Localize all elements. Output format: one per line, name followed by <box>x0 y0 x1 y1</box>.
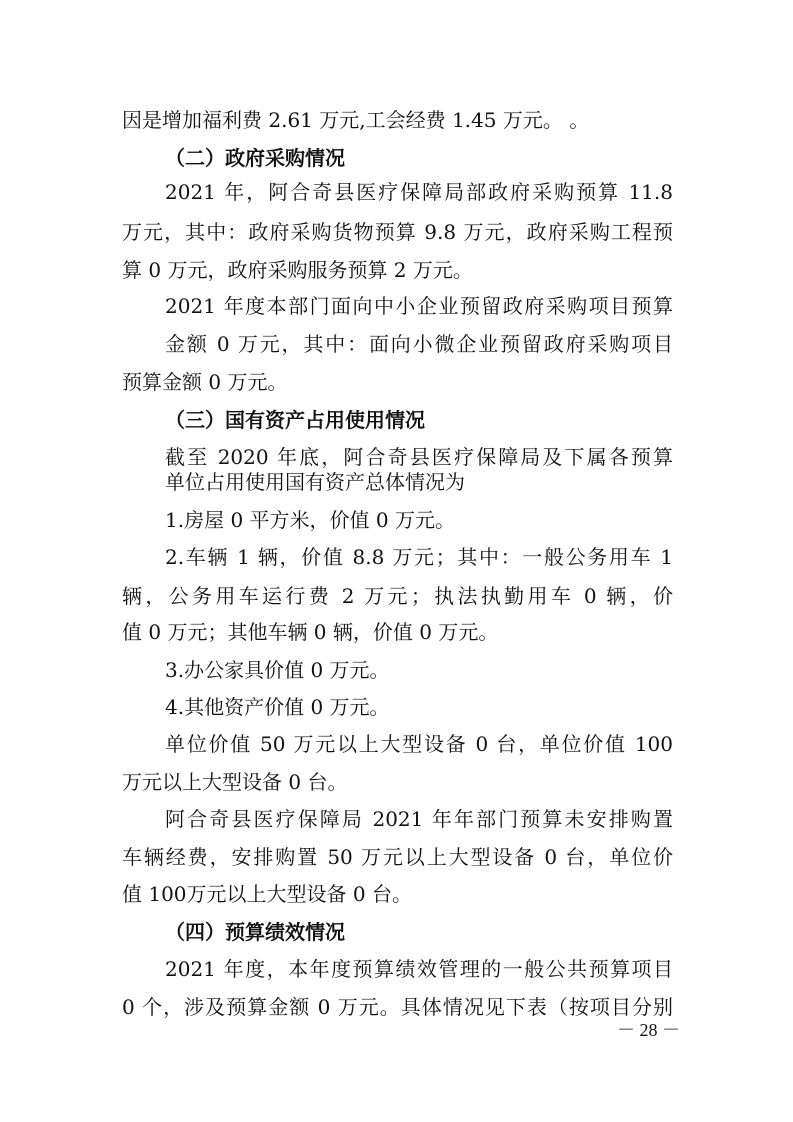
text-line-17: 4.其他资产价值 0 万元。 <box>165 695 390 719</box>
text-line-5: 算 0 万元，政府采购服务预算 2 万元。 <box>122 258 473 282</box>
text-line-22: 值 100万元以上大型设备 0 台。 <box>122 882 412 906</box>
text-line-25: 0 个，涉及预算金额 0 万元。具体情况见下表（按项目分别 <box>122 995 673 1019</box>
text-line-7: 金额 0 万元，其中：面向小微企业预留政府采购项目 <box>165 332 673 356</box>
text-line-10: 截至 2020 年底，阿合奇县医疗保障局及下属各预算 <box>165 445 673 469</box>
text-line-1: 因是增加福利费 2.61 万元,工会经费 1.45 万元。 。 <box>122 108 590 132</box>
text-line-24: 2021 年度，本年度预算绩效管理的一般公共预算项目 <box>165 957 673 981</box>
text-line-12: 1.房屋 0 平方米，价值 0 万元。 <box>165 508 455 532</box>
section-heading-performance: （四）预算绩效情况 <box>165 920 345 944</box>
text-line-4: 万元，其中：政府采购货物预算 9.8 万元，政府采购工程预 <box>122 220 673 244</box>
section-heading-procurement: （二）政府采购情况 <box>165 146 345 170</box>
text-line-3: 2021 年，阿合奇县医疗保障局部政府采购预算 11.8 <box>165 180 673 204</box>
text-line-20: 阿合奇县医疗保障局 2021 年年部门预算未安排购置 <box>165 807 673 831</box>
text-line-11: 单位占用使用国有资产总体情况为 <box>165 470 465 494</box>
text-line-21: 车辆经费，安排购置 50 万元以上大型设备 0 台，单位价 <box>122 845 673 869</box>
text-line-13: 2.车辆 1 辆，价值 8.8 万元；其中：一般公务用车 1 <box>165 545 673 569</box>
page-number: － 28 － <box>617 1020 680 1040</box>
text-line-18: 单位价值 50 万元以上大型设备 0 台，单位价值 100 <box>165 732 673 756</box>
text-line-14: 辆，公务用车运行费 2 万元；执法执勤用车 0 辆，价 <box>122 584 673 608</box>
text-line-8: 预算金额 0 万元。 <box>122 370 288 394</box>
text-line-15: 值 0 万元；其他车辆 0 辆，价值 0 万元。 <box>122 620 499 644</box>
text-line-6: 2021 年度本部门面向中小企业预留政府采购项目预算 <box>165 294 673 318</box>
section-heading-assets: （三）国有资产占用使用情况 <box>165 408 425 432</box>
text-line-19: 万元以上大型设备 0 台。 <box>122 770 348 794</box>
text-line-16: 3.办公家具价值 0 万元。 <box>165 658 390 682</box>
